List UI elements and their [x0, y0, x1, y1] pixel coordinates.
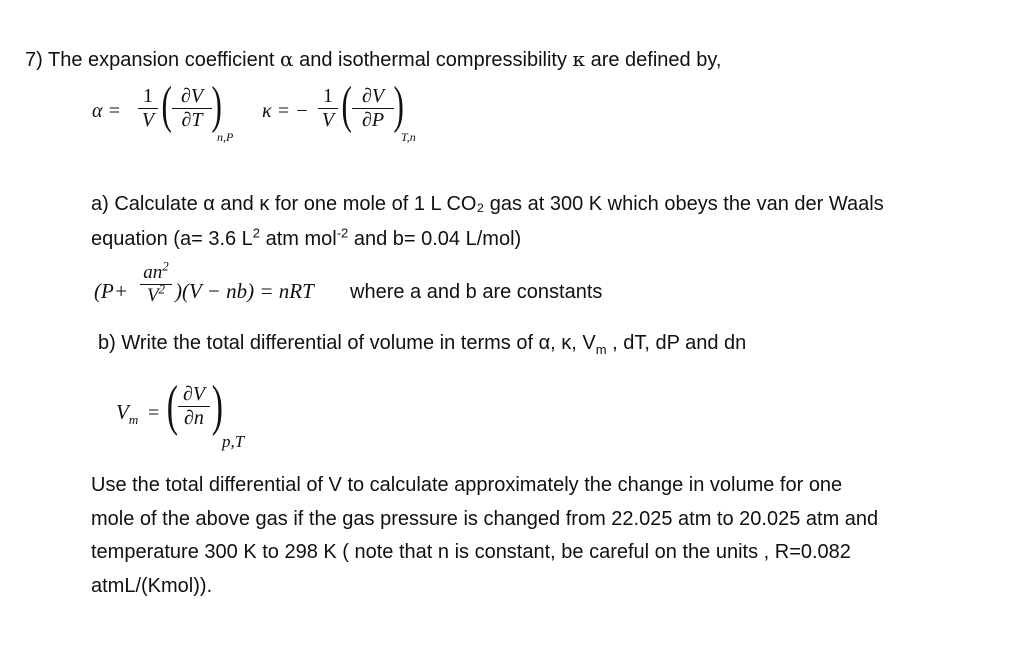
vdw-note: where a and b are constants	[350, 281, 603, 303]
kappa-lhs: κ = −	[262, 100, 309, 122]
vm-lhs	[116, 400, 139, 428]
vdw-lhs: (P+	[94, 279, 128, 303]
vdw-fraction	[140, 258, 172, 307]
alpha-partial-fraction	[172, 85, 212, 132]
vm-partial-fraction	[178, 383, 210, 430]
question-title	[25, 46, 721, 73]
final-line-1: Use the total differential of V to calculate approximately the change in volume for one	[91, 474, 843, 496]
left-paren: (	[341, 77, 352, 134]
alpha-lhs: α =	[92, 100, 121, 122]
part-a-line-2-b: atm mol	[260, 228, 337, 250]
vdw-rhs: )(V − nb) = nRT	[175, 279, 314, 303]
right-paren: )	[211, 375, 223, 437]
part-a-line-2	[91, 226, 521, 252]
partial-denominator: ∂n	[184, 407, 204, 429]
question-text-2: and isothermal compressibility	[293, 49, 573, 71]
fraction-numerator: 1	[143, 85, 153, 107]
partial-numerator: ∂V	[180, 85, 204, 107]
left-paren: (	[166, 375, 178, 437]
part-a-line-2-a: equation (a= 3.6 L	[91, 228, 253, 250]
part-a-line-2-c: and b= 0.04 L/mol)	[348, 228, 522, 250]
part-b-text-post: , dT, dP and dn	[606, 332, 747, 354]
fraction-denominator: V	[321, 109, 335, 131]
question-text-1: 7) The expansion coefficient	[25, 49, 275, 71]
vdw-denominator: V	[146, 285, 159, 306]
superscript: -2	[336, 225, 349, 241]
kappa-partial-fraction	[352, 85, 394, 132]
vdw-numerator: an	[143, 262, 163, 283]
alpha-fraction-1-over-V	[138, 85, 158, 132]
alpha-symbol: α	[280, 47, 294, 71]
part-b-line-1	[98, 330, 746, 356]
superscript: 2	[162, 258, 169, 274]
kappa-symbol: κ	[572, 47, 586, 71]
kappa-subscript: T,n	[401, 130, 416, 144]
vm-fraction-subscript: p,T	[222, 432, 245, 451]
partial-denominator: ∂T	[181, 109, 203, 131]
right-paren: )	[211, 77, 222, 134]
fraction-numerator: 1	[323, 85, 333, 107]
part-b-text: b) Write the total differential of volume in terms of α, κ, V	[98, 332, 596, 354]
final-line-3: temperature 300 K to 298 K ( note that n is constant, be careful on the units , R=0.082	[91, 541, 851, 563]
vm-V: V	[116, 400, 129, 424]
vm-subscript: m	[128, 412, 139, 428]
fraction-denominator: V	[141, 109, 155, 131]
kappa-fraction-1-over-V	[318, 85, 338, 132]
partial-numerator: ∂V	[361, 85, 385, 107]
final-line-4: atmL/(Kmol)).	[91, 575, 213, 597]
question-text-3: are defined by,	[585, 49, 722, 71]
part-a-line-1: a) Calculate α and κ for one mole of 1 L CO₂ gas at 300 K which obeys the van der Waals	[91, 193, 884, 215]
superscript: 2	[158, 281, 166, 297]
superscript: 2	[252, 225, 261, 241]
vm-equals: =	[148, 402, 160, 424]
left-paren: (	[161, 77, 172, 134]
alpha-subscript: n,P	[217, 130, 234, 144]
partial-denominator: ∂P	[361, 109, 385, 131]
subscript: m	[595, 342, 607, 357]
partial-numerator: ∂V	[182, 383, 206, 405]
final-line-2: mole of the above gas if the gas pressure is changed from 22.025 atm to 20.025 atm and	[91, 508, 879, 530]
right-paren: )	[393, 77, 404, 134]
